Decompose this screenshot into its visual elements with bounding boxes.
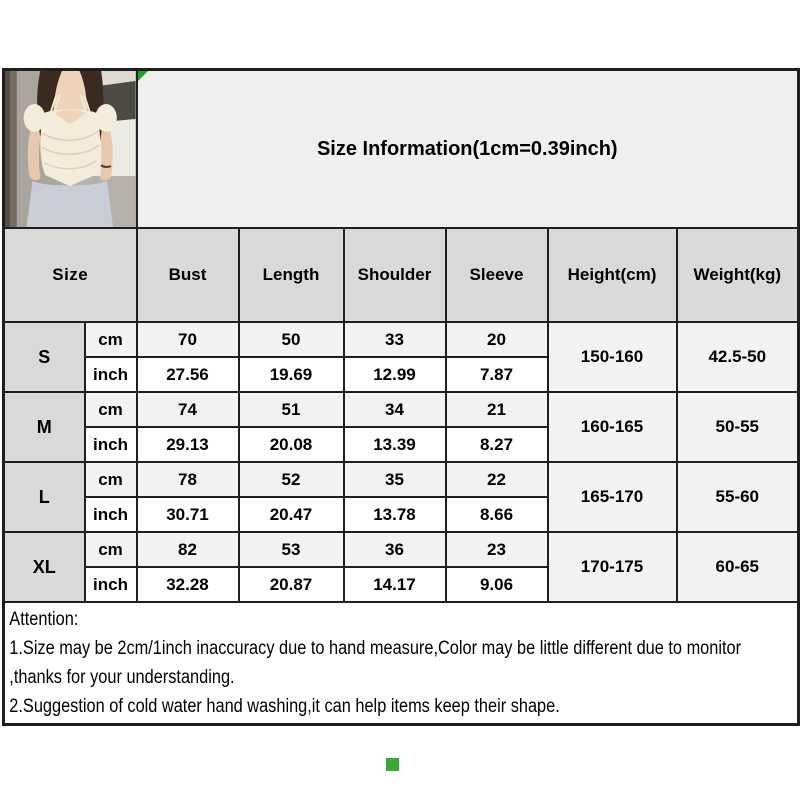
cell-value: 32.28 xyxy=(137,567,239,602)
col-header-weight: Weight(kg) xyxy=(677,228,799,322)
attention-note xyxy=(4,602,799,725)
header-row xyxy=(4,228,799,322)
cell-value: 8.27 xyxy=(446,427,548,462)
cell-value: 78 xyxy=(137,462,239,497)
cell-value: 27.56 xyxy=(137,357,239,392)
unit-label: cm xyxy=(85,532,137,567)
unit-label: cm xyxy=(85,462,137,497)
row-m-cm xyxy=(4,392,799,427)
height-range: 170-175 xyxy=(548,532,677,602)
attention-line: 1.Size may be 2cm/1inch inaccuracy due to hand measure,Color may be little different due to monitor xyxy=(9,638,742,659)
cell-value: 21 xyxy=(446,392,548,427)
col-header-size: Size xyxy=(4,228,137,322)
cell-corner-marker-icon xyxy=(138,71,148,81)
cell-value: 8.66 xyxy=(446,497,548,532)
cell-value: 36 xyxy=(344,532,446,567)
cell-value: 52 xyxy=(239,462,344,497)
col-header-length: Length xyxy=(239,228,344,322)
weight-range: 42.5-50 xyxy=(677,322,799,392)
attention-row xyxy=(4,602,799,725)
cell-value: 9.06 xyxy=(446,567,548,602)
cell-value: 82 xyxy=(137,532,239,567)
cell-value: 34 xyxy=(344,392,446,427)
size-label-s: S xyxy=(4,322,85,392)
cell-value: 22 xyxy=(446,462,548,497)
size-label-l: L xyxy=(4,462,85,532)
height-range: 150-160 xyxy=(548,322,677,392)
cell-value: 74 xyxy=(137,392,239,427)
cell-value: 20.47 xyxy=(239,497,344,532)
cell-value: 35 xyxy=(344,462,446,497)
size-table xyxy=(2,68,800,726)
unit-label: inch xyxy=(85,567,137,602)
size-label-xl: XL xyxy=(4,532,85,602)
cell-value: 23 xyxy=(446,532,548,567)
cell-value: 20.87 xyxy=(239,567,344,602)
title-cell xyxy=(137,70,799,229)
cell-value: 29.13 xyxy=(137,427,239,462)
cell-value: 70 xyxy=(137,322,239,357)
row-s-cm xyxy=(4,322,799,357)
attention-line: ,thanks for your understanding. xyxy=(9,667,235,688)
product-photo xyxy=(5,71,136,227)
attention-line: 2.Suggestion of cold water hand washing,it can help items keep their shape. xyxy=(9,696,560,717)
cell-value: 53 xyxy=(239,532,344,567)
cell-value: 19.69 xyxy=(239,357,344,392)
cell-value: 13.78 xyxy=(344,497,446,532)
unit-label: cm xyxy=(85,392,137,427)
unit-label: cm xyxy=(85,322,137,357)
size-label-m: M xyxy=(4,392,85,462)
unit-label: inch xyxy=(85,357,137,392)
col-header-height: Height(cm) xyxy=(548,228,677,322)
row-xl-cm xyxy=(4,532,799,567)
green-marker-icon xyxy=(386,758,399,771)
product-photo-cell xyxy=(4,70,137,229)
attention-text xyxy=(5,603,799,721)
row-l-cm xyxy=(4,462,799,497)
cell-value: 20.08 xyxy=(239,427,344,462)
cell-value: 14.17 xyxy=(344,567,446,602)
weight-range: 60-65 xyxy=(677,532,799,602)
weight-range: 55-60 xyxy=(677,462,799,532)
height-range: 160-165 xyxy=(548,392,677,462)
cell-value: 12.99 xyxy=(344,357,446,392)
cell-value: 33 xyxy=(344,322,446,357)
col-header-sleeve: Sleeve xyxy=(446,228,548,322)
cell-value: 51 xyxy=(239,392,344,427)
height-range: 165-170 xyxy=(548,462,677,532)
attention-heading: Attention: xyxy=(9,609,79,630)
weight-range: 50-55 xyxy=(677,392,799,462)
cell-value: 50 xyxy=(239,322,344,357)
unit-label: inch xyxy=(85,427,137,462)
col-header-shoulder: Shoulder xyxy=(344,228,446,322)
cell-value: 13.39 xyxy=(344,427,446,462)
page-title: Size Information(1cm=0.39inch) xyxy=(316,137,618,160)
cell-value: 7.87 xyxy=(446,357,548,392)
photo-title-row xyxy=(4,70,799,229)
unit-label: inch xyxy=(85,497,137,532)
col-header-bust: Bust xyxy=(137,228,239,322)
cell-value: 20 xyxy=(446,322,548,357)
cell-value: 30.71 xyxy=(137,497,239,532)
